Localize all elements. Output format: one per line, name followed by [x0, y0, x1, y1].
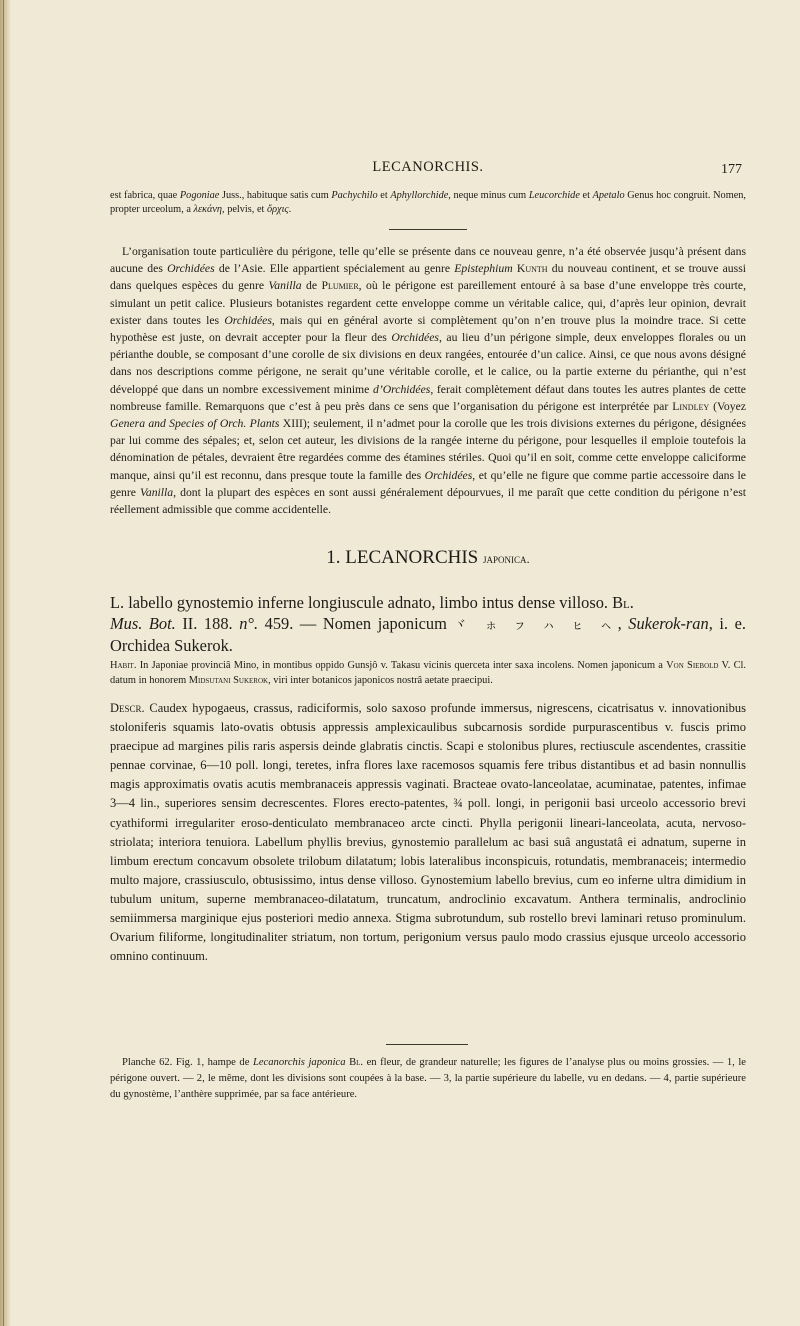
- description-label: Descr.: [110, 701, 145, 715]
- greek-word: λεκάνη: [193, 204, 223, 215]
- genus-name: LECANORCHIS: [345, 547, 479, 568]
- book-spine-edge: [3, 0, 4, 1326]
- description-paragraph: Descr. Caudex hypogaeus, crassus, radiciformis, solo saxoso profunde immersus, nigrescens, cicatrisatus v. innovationibus stoloniferis squamis lato-ovatis obtusis appressis amplexicaulibus subcarnosis sordide purpurascentibus v. fuscis primo praecipue ad margines pilis raris aspersis deinde glabratis cinctis. Scapi e stolonibus plures, rectiuscule ascendentes, crassitie pennae corvinae, 6—10 poll. longi, teretes, infra flores laxe racemosos squamis fere tribus distantibus et ad basin nonnullis magis approximatis ovatis acutis membranaceis appressis vaginati. Bracteae ovato-lanceolatae, acuminatae, patentes, infimae 3—4 lin., superiores sensim decrescentes. Flores erecto-patentes, ¾ poll. longi, in perigonii basi urceolo accessorio brevi cyathiformi irregulariter eroso-denticulato membranaceo arcte cincti. Phylla perigonii lineari-lanceolata, acuta, nervoso-striolata; interiora tenuiora. Labellum phyllis brevius, gynostemio parallelum ac basi suâ angustatâ ei adnatum, superne in limbum erectum concavum obsolete trilobum dilatatum; lobis lateralibus inconspicuis, rotundatis, membranaceis; intermedio multo majore, crassiusculo, obtusissimo, intus dense villoso. Gynostemium labello brevius, cum eo inferne ultra dimidium in tubulum unitum, superne membranaceo-dilatatum, truncatum, androclinio excavatum. Anthera terminalis, androclinio semiimmersa marginique ejus posteriori medio annexa. Stigma subrotundum, sub rostello brevi laminari retuso prominulum. Ovarium filiforme, longitudinaliter striatum, non tortum, perigonium versus paulo modo crassius ejusque urceolo accessorio omnino continuum.: [110, 701, 746, 964]
- section-divider: [389, 229, 467, 230]
- french-commentary: L’organisation toute particulière du périgone, telle qu’elle se présente dans ce nouveau genre, n’a été observée jusqu’à présent dans aucune des Orchidées de l’Asie. Elle appartient spécialement au genre Epistephium Kunth du nouveau continent, et se trouve aussi dans quelques espèces du genre Vanilla de Plumier, où le périgone est pareillement entouré à sa base d’une enveloppe très courte, simulant un petit calice. Plusieurs botanistes regardent cette enveloppe comme un véritable calice, qui, d’après leur opinion, devrait exister dans toutes les Orchidées, mais qui en général avorte si complètement qu’on n’en trouve plus la moindre trace. Si cette hypothèse est juste, on devrait accepter pour la fleur des Orchidées, au lieu d’un périgone simple, deux enveloppes florales ou un périanthe double, se composant d’une corolle de six divisions en deux rangées, entourée d’un calice. Ainsi, ce que nous avons désigné dans nos descriptions comme périgone, ne serait qu’une véritable corolle, et le calice, ou la partie externe du périanthe, qui n’est développé que dans un nombre excessivement minime d’Orchidées, ferait complètement défaut dans toutes les autres plantes de cette nombreuse famille. Remarquons que c’est à peu près dans ce sens que l’organisation du périgone est interprétée par Lindley (Voyez Genera and Species of Orch. Plants XIII); seulement, il n’admet pour la corolle que les trois divisions externes du périgone, désignées par lui comme des sépales; et, selon cet auteur, les divisions de la rangée interne du périgone, pour lesquelles il emploie toutefois la dénomination de pétales, devraient être regardées comme des étamines stériles. Quoi qu’il en soit, comme cette enveloppe caliciforme manque, ainsi qu’il est reconnu, dans presque toute la famille des Orchidées, et qu’elle ne figure que comme partie accessoire dans le genre Vanilla, dont la plupart des espèces en sont aussi généralement dépourvues, il me paraît que cette condition du périgone n’est réellement admissible que comme accidentelle.: [110, 245, 746, 517]
- habitat-label: Habit.: [110, 660, 137, 671]
- section-divider: [386, 1044, 468, 1045]
- greek-word: ὄρχις: [266, 204, 289, 215]
- species-epithet: japonica.: [483, 551, 530, 566]
- book-spine-shadow: [0, 0, 11, 1326]
- habitat-paragraph: Habit. In Japoniae provinciâ Mino, in montibus oppido Gunsjô v. Takasu vicinis querceta inter saxa incolens. Nomen japonicum a Von Siebold V. Cl. datum in honorem Midsutani Sukerok, viri inter botanicos japonicos nostrâ aetate praecipui.: [110, 660, 746, 686]
- page-number: 177: [721, 162, 742, 177]
- species-number: 1.: [326, 547, 341, 568]
- species-diagnosis: L. labello gynostemio inferne longiuscule adnato, limbo intus dense villoso. Bl. Mus. Bot. II. 188. n°. 459. — Nomen japonicum ヾ ㇹ ㇷ ㇵ ㇶ ㇸ, Sukerok-ran, i. e. Orchidea Sukerok.: [110, 593, 746, 655]
- running-head: [110, 159, 746, 181]
- japanese-name: ヾ ㇹ ㇷ ㇵ ㇶ ㇸ: [453, 617, 618, 632]
- latin-genus-note: est fabrica, quae Pogoniae Juss., habituque satis cum Pachychilo et Aphyllorchide, neque minus cum Leucorchide et Apetalo Genus hoc congruit. Nomen, propter urceolum, a λεκάνη, pelvis, et ὄρχις.: [110, 190, 746, 215]
- running-head-title: LECANORCHIS.: [372, 159, 484, 175]
- plate-caption: Planche 62. Fig. 1, hampe de Lecanorchis japonica Bl. en fleur, de grandeur naturelle; les figures de l’analyse plus ou moins grossies. — 1, le périgone ouvert. — 2, le même, dont les divisions sont coupées à la base. — 3, la partie supérieure du labelle, vu en dedans. — 4, partie supérieure du gynostème, l’anthère supprimée, par sa face antérieure.: [110, 1057, 746, 1100]
- species-heading: [110, 547, 746, 569]
